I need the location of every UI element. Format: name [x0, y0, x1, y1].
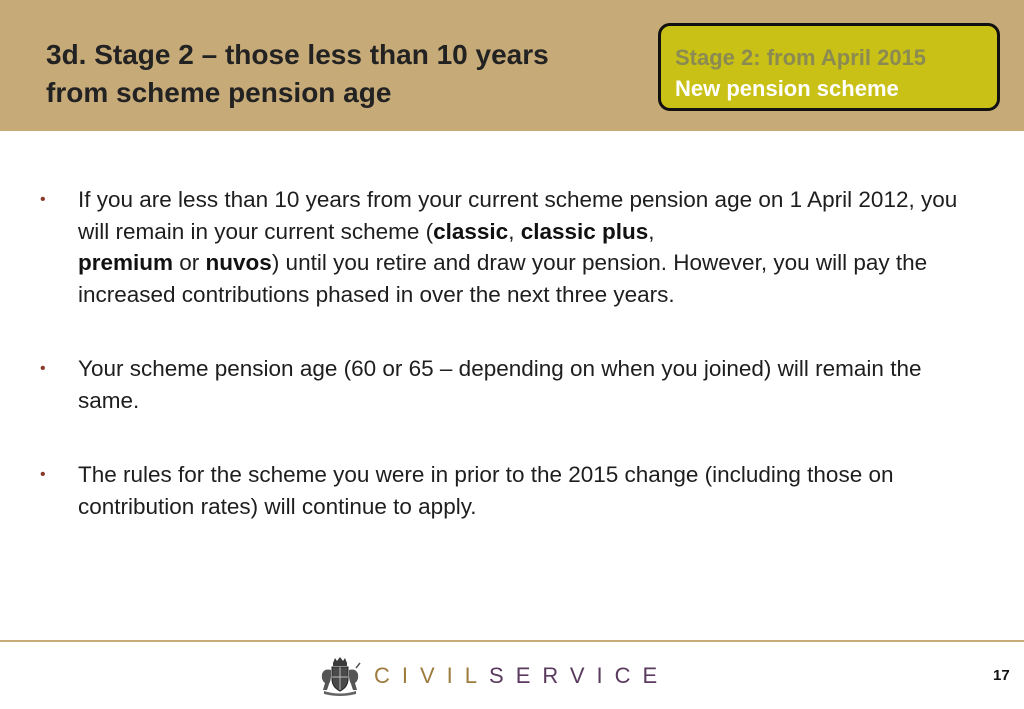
- slide-title: [46, 36, 646, 112]
- stage-callout-line2: New pension scheme: [675, 76, 899, 101]
- scheme-name-classic: classic: [433, 218, 509, 244]
- slide-title-line1: 3d. Stage 2 – those less than 10 years: [46, 39, 549, 70]
- logo-word-civil: CIVIL: [374, 663, 490, 688]
- civil-service-wordmark: [374, 663, 669, 689]
- stage-callout-box: [658, 23, 1000, 111]
- bullet-text: ,: [508, 218, 521, 244]
- bullet-text: If you are less than 10 years from your current scheme pension age on 1 April 2012, you will remain in your current scheme (: [78, 187, 958, 244]
- royal-crest-icon: [318, 656, 362, 696]
- page-number: 17: [993, 667, 1010, 684]
- civil-service-logo: [318, 656, 669, 696]
- bullet-text: Your scheme pension age (60 or 65 – depending on when you joined) will remain the same.: [78, 356, 922, 413]
- bullet-text: ) until you retire and draw your pension. However, you will pay the increased contributions phased in over the next three years.: [78, 250, 928, 307]
- logo-word-service: SERVICE: [489, 663, 670, 688]
- bullet-text: The rules for the scheme you were in prior to the 2015 change (including those on contribution rates) will continue to apply.: [78, 462, 894, 519]
- bullet-item-1: [40, 184, 960, 310]
- bullet-list: [40, 184, 960, 522]
- bullet-icon: •: [40, 191, 46, 208]
- bullet-text: ,: [648, 218, 655, 244]
- footer-divider: [0, 640, 1024, 642]
- scheme-name-nuvos: nuvos: [205, 250, 272, 275]
- scheme-name-premium: premium: [78, 250, 174, 275]
- bullet-icon: •: [40, 466, 46, 483]
- bullet-icon: •: [40, 360, 46, 377]
- bullet-item-3: [40, 459, 960, 522]
- bullet-item-2: [40, 353, 960, 416]
- scheme-name-classic-plus: classic plus: [520, 218, 649, 244]
- bullet-text: or: [173, 250, 206, 275]
- slide-title-line2: from scheme pension age: [46, 77, 392, 108]
- header-band: [0, 0, 1024, 131]
- stage-callout-line1: Stage 2: from April 2015: [675, 45, 927, 70]
